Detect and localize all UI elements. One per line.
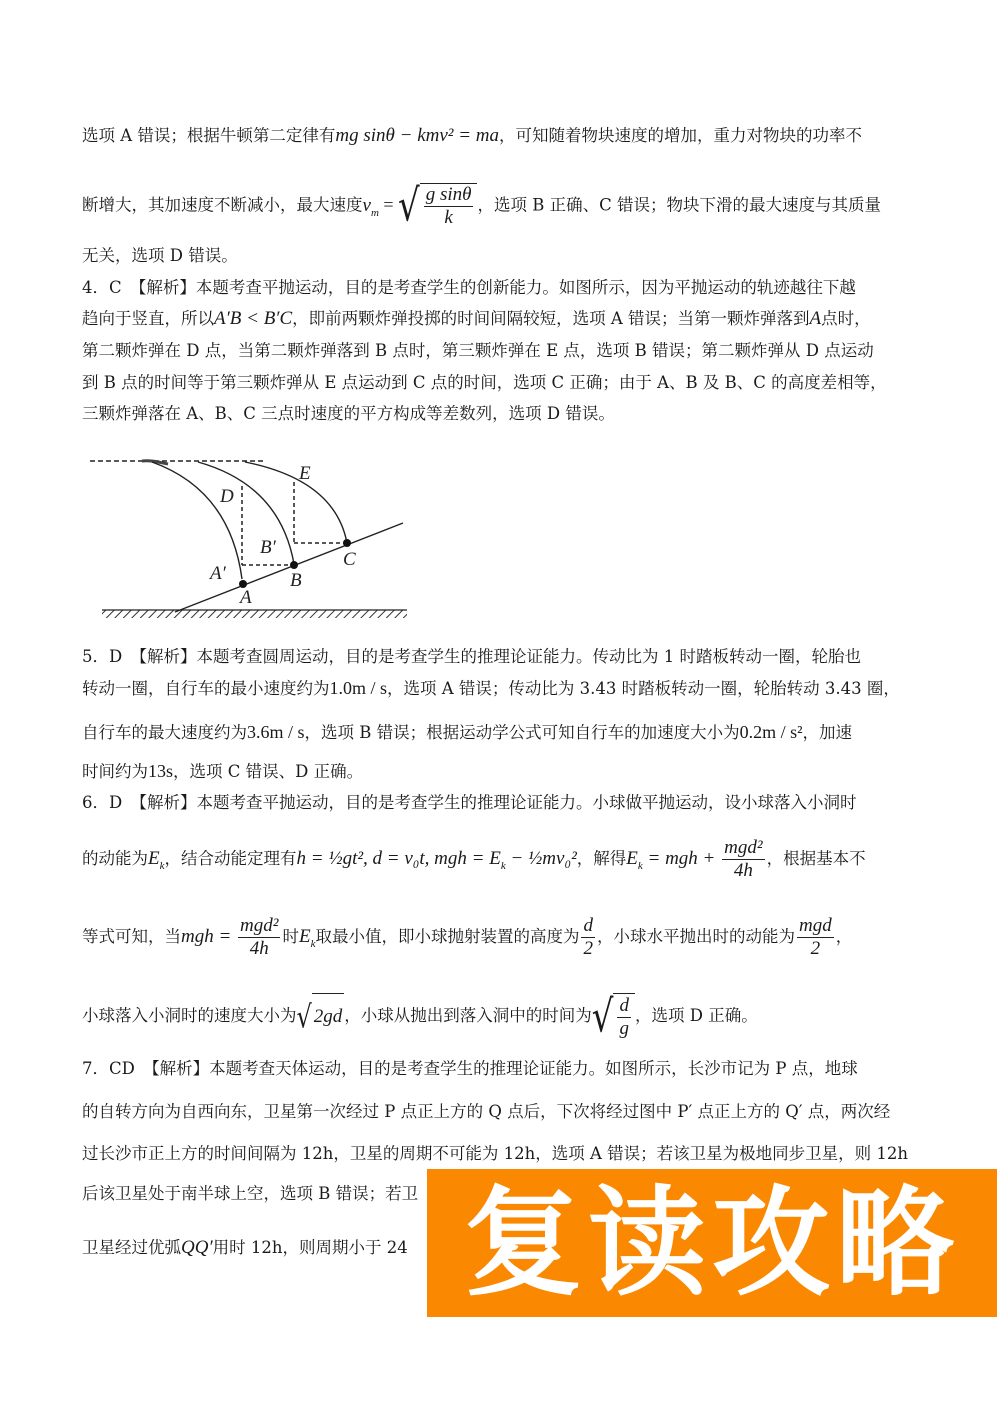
formula: A′B < B′C	[214, 308, 293, 329]
e: E	[148, 848, 160, 869]
num: mgd²	[240, 915, 279, 936]
watermark-text: 复读攻略	[463, 1174, 960, 1312]
label-e: E	[299, 463, 311, 484]
label-a: A	[240, 587, 252, 608]
radical-icon: √	[591, 990, 614, 1043]
fraction	[238, 915, 280, 960]
den: 4h	[733, 860, 753, 881]
q6-line-1: 6．D 【解析】本题考查平抛运动，目的是考查学生的推理论证能力。小球做平抛运动，设小球落入小洞时	[82, 793, 857, 812]
text: 时间约为	[82, 762, 148, 781]
text: 用时 12h，则周期小于 24	[212, 1238, 408, 1257]
q3-line-2	[82, 180, 922, 232]
q5-line-2	[82, 677, 922, 700]
text: ，选项 C 错误、D 正确。	[173, 762, 364, 781]
q7-line-1: 7．CD 【解析】本题考查天体运动，目的是考查学生的推理论证能力。如图所示，长沙市记为 P 点，地球	[82, 1059, 858, 1078]
trajectory-2	[198, 462, 294, 564]
text: 等式可知，当	[82, 927, 181, 946]
q3-line-3: 无关，选项 D 错误。	[82, 246, 238, 265]
ground	[102, 610, 407, 618]
mgh: mgh =	[181, 926, 237, 947]
text: 断增大，其加速度不断减小，最大速度	[82, 195, 363, 215]
text: ，加速	[802, 723, 853, 742]
trajectory-3	[245, 462, 347, 543]
sub-m: m	[370, 206, 379, 219]
text: ，选项 B 正确、C 错误；物块下滑的最大速度与其质量	[477, 195, 881, 215]
den: 2	[810, 938, 821, 959]
label-d: D	[220, 486, 234, 507]
fraction	[581, 915, 595, 960]
q7-line-2: 的自转方向为自西向东，卫星第一次经过 P 点正上方的 Q 点后，下次将经过图中 P′ 点正上方的 Q′ 点，两次经	[82, 1102, 891, 1121]
min-speed: 1.0m / s	[329, 678, 388, 698]
num: g sinθ	[425, 184, 472, 205]
trajectory-1	[152, 462, 242, 579]
radical-icon: √	[398, 180, 420, 232]
formula-ek: $E_k$ = mgh +	[626, 848, 721, 872]
q7-line-4: 后该卫星处于南半球上空，选项 B 错误；若卫	[82, 1184, 419, 1203]
f1-tail: − ½mv₀²	[505, 848, 577, 869]
ek-symbol	[148, 848, 165, 872]
radicand: 2gd	[312, 993, 345, 1040]
label-a-prime: A′	[210, 563, 226, 584]
formula-newton: mg sinθ − kmv² = ma	[335, 125, 500, 146]
q4-line-2	[82, 308, 922, 330]
f1: h = ½gt², d = v₀t, mgh = E	[296, 848, 501, 869]
text: ，可知随着物块速度的增加，重力对物块的功率不	[499, 126, 863, 145]
text: ，	[835, 927, 853, 946]
ek-symbol: $E_k$	[298, 926, 316, 950]
q5-line-1: 5．D 【解析】本题考查圆周运动，目的是考查学生的推理论证能力。传动比为 1 时踏板转动一圈，轮胎也	[82, 647, 861, 666]
e: E	[626, 848, 638, 869]
fraction	[722, 837, 764, 882]
text: 点时，	[821, 309, 871, 328]
num: mgd	[798, 915, 832, 936]
den: k	[444, 207, 453, 228]
q6-line-2	[82, 836, 922, 889]
arc-qq: QQ′	[181, 1237, 213, 1258]
num: d	[583, 915, 593, 936]
projectile-diagram	[80, 440, 430, 630]
den: g	[619, 1018, 629, 1039]
q4-line-1: 4．C 【解析】本题考查平抛运动，目的是考查学生的创新能力。如图所示，因为平抛运动的轨迹越往下越	[82, 278, 856, 297]
text: ，小球水平抛出时的动能为	[596, 927, 795, 946]
point-c	[343, 539, 351, 547]
v: v	[362, 194, 371, 216]
text: ，结合动能定理有	[164, 849, 297, 868]
q5-line-3	[82, 721, 922, 744]
time: 13s	[148, 761, 174, 781]
equals: =	[378, 194, 399, 215]
q4-line-3: 第二颗炸弹在 D 点，当第二颗炸弹落到 B 点时，第三颗炸弹在 E 点，选项 B 错误；第二颗炸弹从 D 点运动	[82, 341, 874, 360]
acceleration: 0.2m / s²	[739, 722, 803, 742]
text: ，选项 B 错误；根据运动学公式可知自行车的加速度大小为	[304, 723, 740, 742]
sqrt-2gd	[297, 993, 345, 1040]
text: ，即前两颗炸弹投掷的时间间隔较短，选项 A 错误；当第一颗炸弹落到	[292, 309, 810, 328]
radical-icon: √	[296, 998, 312, 1035]
text: ，小球从抛出到落入洞中的时间为	[344, 1006, 592, 1025]
den: 2	[583, 938, 593, 959]
q6-line-3	[82, 914, 922, 967]
q5-line-4	[82, 760, 922, 783]
text: 转动一圈，自行车的最小速度约为	[82, 679, 330, 698]
num: d	[619, 995, 629, 1016]
text: 自行车的最大速度约为	[82, 723, 247, 742]
q4-line-4: 到 B 点的时间等于第三颗炸弹从 E 点运动到 C 点的时间，选项 C 正确；由于 A、B 及 B、C 的高度差相等，	[82, 373, 887, 392]
q6-line-4	[82, 990, 922, 1043]
text: 卫星经过优弧	[82, 1238, 181, 1257]
fraction	[797, 915, 834, 960]
q3-line-1	[82, 125, 922, 147]
text: ，根据基本不	[766, 849, 866, 868]
text: 选项 A 错误；根据牛顿第二定律有	[82, 126, 336, 145]
q4-line-5: 三颗炸弹落在 A、B、C 三点时速度的平方构成等差数列，选项 D 错误。	[82, 404, 615, 423]
eq: = mgh +	[642, 848, 721, 869]
formula-kinematics: h = ½gt², d = v₀t, mgh = $E_k$ − ½mv₀²	[296, 848, 577, 872]
vm-symbol	[362, 194, 379, 219]
sub-k: k	[159, 859, 165, 872]
text: 小球落入小洞时的速度大小为	[82, 1006, 297, 1025]
num: mgd²	[724, 837, 763, 858]
sqrt-vm	[398, 180, 477, 232]
label-b-prime: B′	[260, 537, 276, 558]
text: ，选项 A 错误；传动比为 3.43 时踏板转动一圈，轮胎转动 3.43 圈，	[387, 679, 900, 698]
point-a: A	[809, 308, 822, 329]
text: ，解得	[576, 849, 627, 868]
text: ，选项 D 正确。	[634, 1006, 758, 1025]
label-c: C	[343, 549, 356, 570]
point-b	[290, 561, 298, 569]
text: 取最小值，即小球抛射装置的高度为	[315, 927, 580, 946]
text: 趋向于竖直，所以	[82, 309, 214, 328]
q7-line-3: 过长沙市正上方的时间间隔为 12h，卫星的周期不可能为 12h，选项 A 错误；若该卫星为极地同步卫星，则 12h	[82, 1144, 909, 1163]
label-b: B	[290, 570, 302, 591]
sqrt-d-over-g	[591, 990, 635, 1043]
den: 4h	[249, 938, 269, 959]
text: 时	[282, 927, 299, 946]
watermark-banner	[427, 1169, 997, 1317]
text: 的动能为	[82, 849, 148, 868]
max-speed: 3.6m / s	[247, 722, 305, 742]
